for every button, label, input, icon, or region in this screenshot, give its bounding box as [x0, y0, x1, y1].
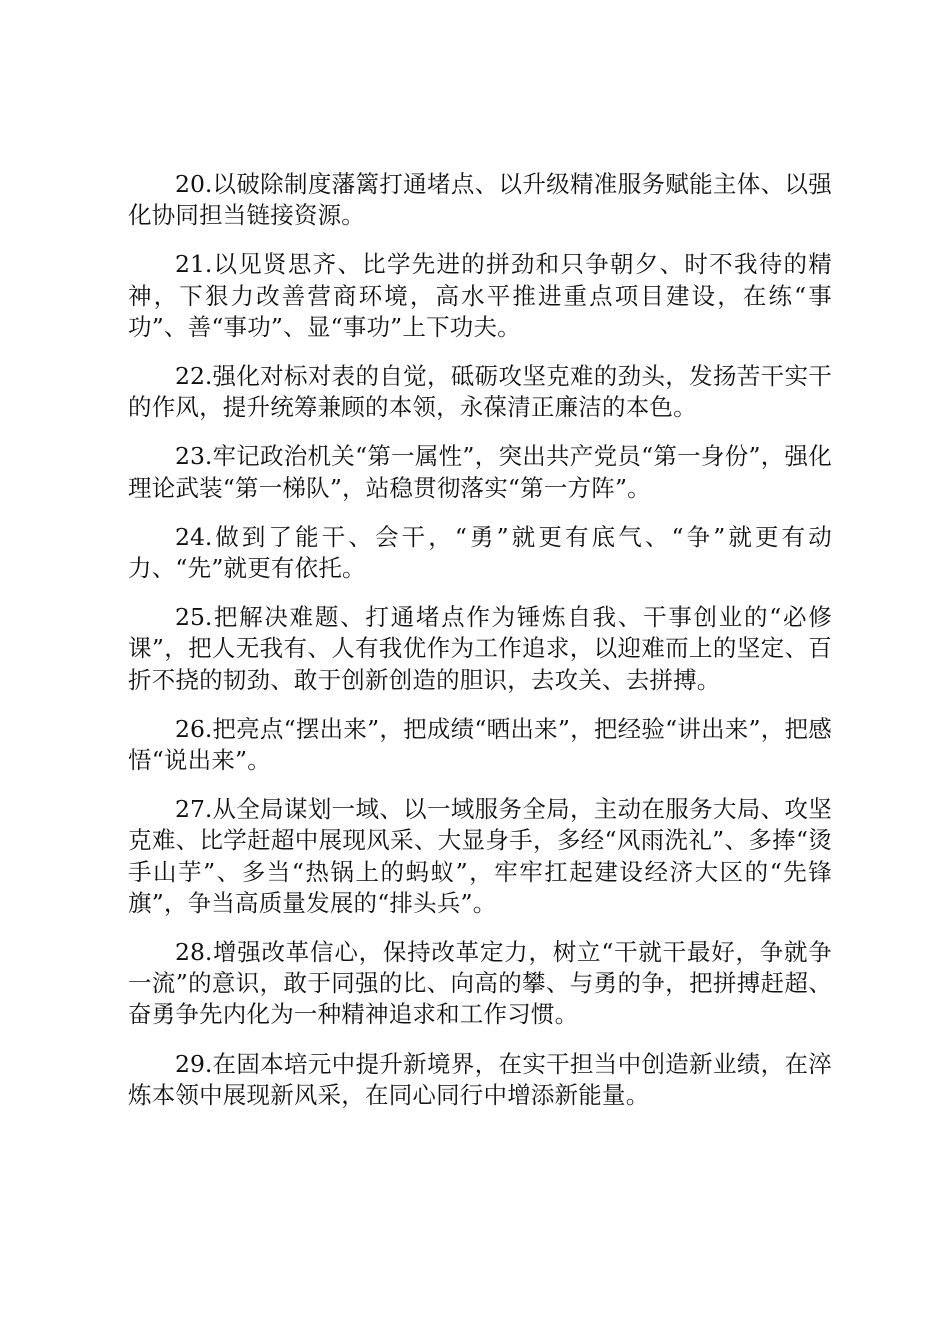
paragraph-21	[128, 249, 832, 343]
paragraph-text: 把亮点“摆出来”，把成绩“晒出来”，把经验“讲出来”，把感悟“说出来”。	[128, 714, 832, 775]
paragraph-text: 以破除制度藩篱打通堵点、以升级精准服务赋能主体、以强化协同担当链接资源。	[128, 170, 832, 230]
paragraph-26	[128, 714, 832, 776]
paragraph-text: 在固本培元中提升新境界，在实干担当中创造新业绩，在淬炼本领中展现新风采，在同心同行中增添新能量。	[128, 1049, 832, 1109]
paragraph-text: 把解决难题、打通堵点作为锤炼自我、干事创业的“必修课”，把人无我有、人有我优作为工作追求，以迎难而上的坚定、百折不挠的韧劲、敢于创新创造的胆识，去攻关、去拼搏。	[128, 603, 832, 694]
paragraph-number: 26.	[175, 714, 213, 743]
paragraph-20	[128, 169, 832, 231]
paragraph-number: 24.	[175, 522, 213, 551]
paragraph-25	[128, 602, 832, 696]
paragraph-28	[128, 937, 832, 1031]
paragraph-number: 22.	[175, 362, 213, 391]
paragraph-number: 21.	[175, 250, 213, 279]
paragraph-27	[128, 794, 832, 919]
paragraph-text: 强化对标对表的自觉，砥砺攻坚克难的劲头，发扬苦干实干的作风，提升统筹兼顾的本领，永葆清正廉洁的本色。	[128, 362, 832, 422]
paragraph-text: 增强改革信心，保持改革定力，树立“干就干最好，争就争一流”的意识，敢于同强的比、向高的攀、与勇的争，把拼搏赶超、奋勇争先内化为一种精神追求和工作习惯。	[128, 938, 832, 1029]
paragraph-number: 28.	[175, 938, 213, 967]
paragraph-text: 以见贤思齐、比学先进的拼劲和只争朝夕、时不我待的精神，下狠力改善营商环境，高水平推进重点项目建设，在练“事功”、善“事功”、显“事功”上下功夫。	[128, 250, 832, 341]
paragraph-29	[128, 1049, 832, 1111]
paragraph-number: 23.	[175, 442, 213, 471]
paragraph-number: 20.	[175, 170, 213, 198]
paragraph-text: 从全局谋划一域、以一域服务全局，主动在服务大局、攻坚克难、比学赶超中展现风采、大显身手，多经“风雨洗礼”、多捧“烫手山芋”、多当“热锅上的蚂蚁”，牢牢扛起建设经济大区的“先锋旗”，争当高质量发展的“排头兵”。	[128, 795, 832, 917]
paragraph-23	[128, 441, 832, 503]
paragraph-number: 29.	[175, 1049, 213, 1078]
paragraph-22	[128, 361, 832, 423]
document-body	[128, 169, 832, 1129]
paragraph-number: 27.	[175, 795, 213, 824]
paragraph-number: 25.	[175, 603, 213, 632]
paragraph-24	[128, 522, 832, 584]
paragraph-text: 牢记政治机关“第一属性”，突出共产党员“第一身份”，强化理论武装“第一梯队”，站稳贯彻落实“第一方阵”。	[128, 442, 832, 502]
paragraph-text: 做到了能干、会干，“勇”就更有底气、“争”就更有动力、“先”就更有依托。	[128, 522, 832, 583]
